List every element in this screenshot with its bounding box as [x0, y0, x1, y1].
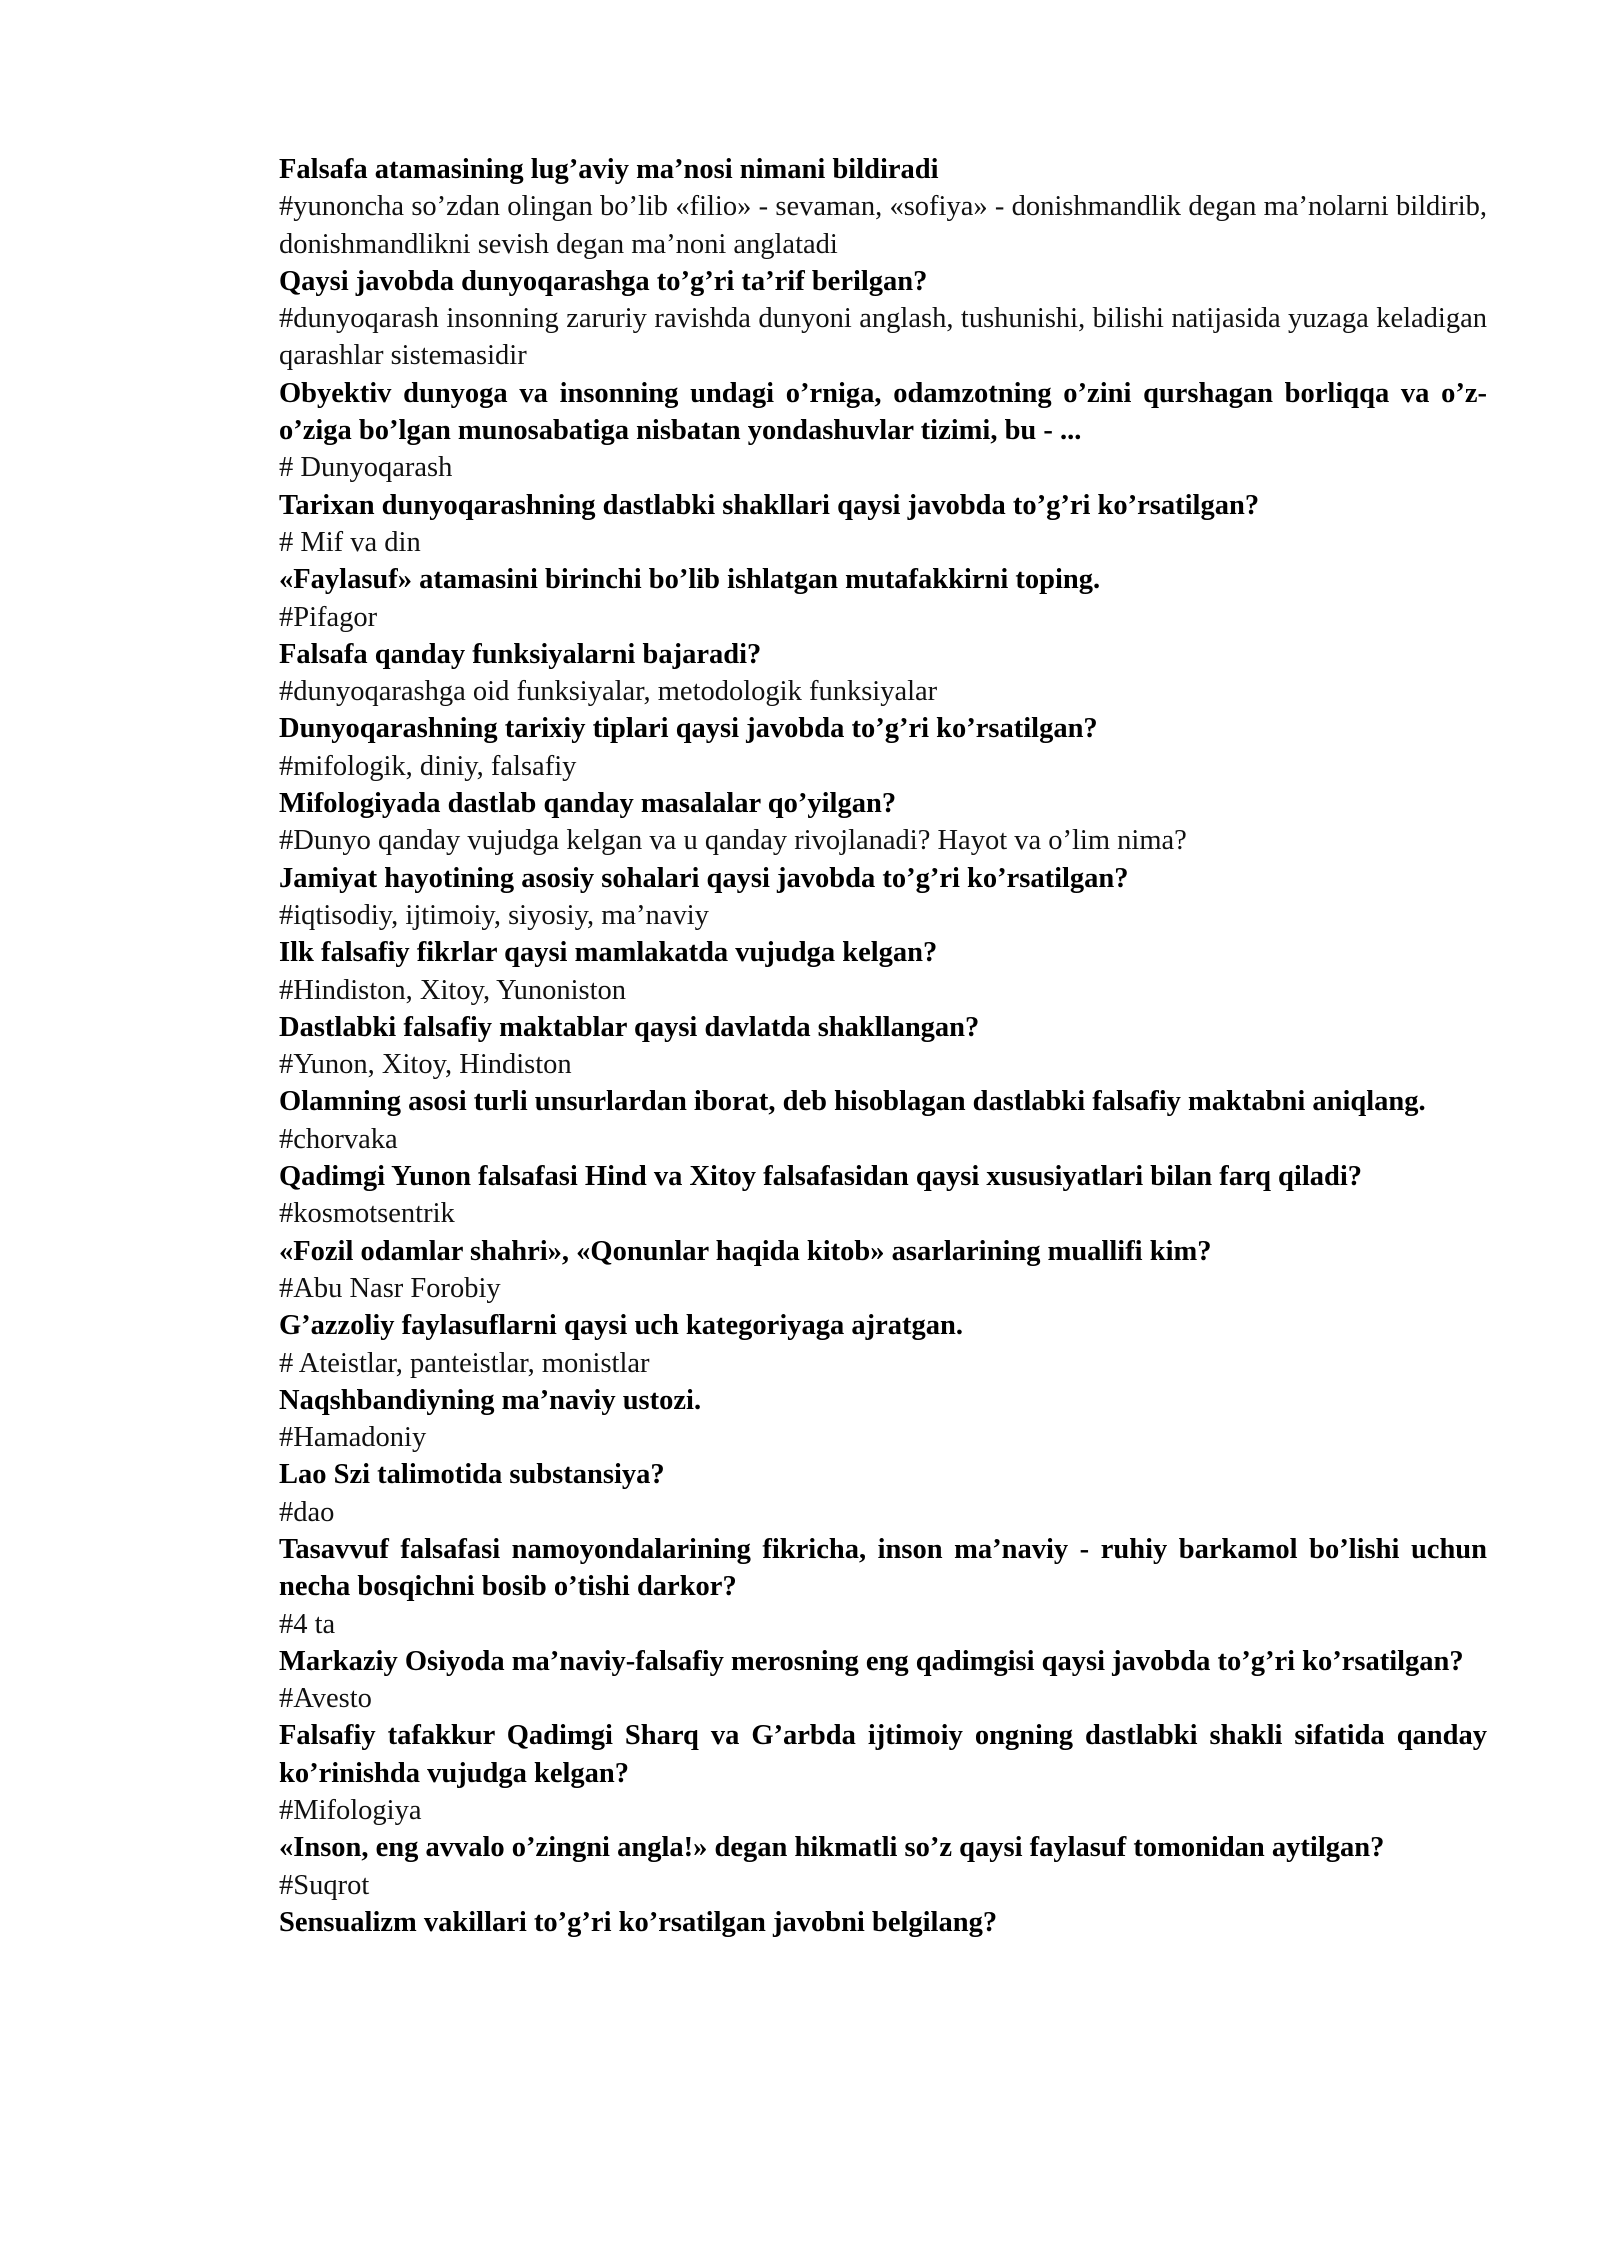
- question-text: Dastlabki falsafiy maktablar qaysi davlatda shakllangan?: [279, 1011, 980, 1043]
- document-page: [279, 151, 1487, 1941]
- question-text: Mifologiyada dastlab qanday masalalar qo’yilgan?: [279, 788, 897, 820]
- question-text: «Faylasuf» atamasini birinchi bo’lib ishlatgan mutafakkirni toping.: [279, 564, 1101, 596]
- answer-text: #Avesto: [279, 1683, 372, 1715]
- question-text: Falsafa qanday funksiyalarni bajaradi?: [279, 638, 762, 670]
- question-text: Falsafa atamasining lug’aviy ma’nosi nimani bildiradi: [279, 154, 939, 185]
- question-text: G’azzoliy faylasuflarni qaysi uch kategoriyaga ajratgan.: [279, 1310, 963, 1342]
- answer-text: # Ateistlar, panteistlar, monistlar: [279, 1347, 650, 1379]
- question-text: Ilk falsafiy fikrlar qaysi mamlakatda vujudga kelgan?: [279, 937, 938, 969]
- question-text: Jamiyat hayotining asosiy sohalari qaysi javobda to’g’ri ko’rsatilgan?: [279, 862, 1129, 894]
- answer-text: #Mifologiya: [279, 1795, 422, 1827]
- answer-text: #chorvaka: [279, 1123, 398, 1155]
- question-text: «Fozil odamlar shahri», «Qonunlar haqida kitob» asarlarining muallifi kim?: [279, 1235, 1212, 1267]
- question-text: Tarixan dunyoqarashning dastlabki shakllari qaysi javobda to’g’ri ko’rsatilgan?: [279, 489, 1260, 521]
- question-text: Qaysi javobda dunyoqarashga to’g’ri ta’rif berilgan?: [279, 265, 928, 297]
- answer-text: #dunyoqarash insonning zaruriy ravishda dunyoni anglash, tushunishi, bilishi natijasida yuzaga keladigan qarashlar sistemasidir: [279, 303, 1487, 372]
- answer-text: #dunyoqarashga oid funksiyalar, metodologik funksiyalar: [279, 676, 938, 708]
- question-text: «Inson, eng avvalo o’zingni angla!» degan hikmatli so’z qaysi faylasuf tomonidan aytilgan?: [279, 1832, 1385, 1864]
- answer-text: #yunoncha so’zdan olingan bo’lib «filio» - sevaman, «sofiya» - donishmandlik degan ma’nolarni bildirib, donishmandlikni sevish degan ma’noni anglatadi: [279, 191, 1487, 260]
- question-text: Qadimgi Yunon falsafasi Hind va Xitoy falsafasidan qaysi xususiyatlari bilan farq qiladi?: [279, 1161, 1363, 1193]
- question-text: Naqshbandiyning ma’naviy ustozi.: [279, 1384, 702, 1416]
- answer-text: # Mif va din: [279, 526, 421, 558]
- answer-text: #kosmotsentrik: [279, 1198, 455, 1230]
- answer-text: #Dunyo qanday vujudga kelgan va u qanday rivojlanadi? Hayot va o’lim nima?: [279, 825, 1187, 857]
- answer-text: #iqtisodiy, ijtimoiy, siyosiy, ma’naviy: [279, 899, 709, 931]
- answer-text: #Hamadoniy: [279, 1422, 427, 1454]
- answer-text: # Dunyoqarash: [279, 452, 453, 484]
- question-text: Falsafiy tafakkur Qadimgi Sharq va G’arbda ijtimoiy ongning dastlabki shakli sifatida qanday ko’rinishda vujudga kelgan?: [279, 1720, 1487, 1789]
- answer-text: #4 ta: [279, 1608, 336, 1640]
- question-text: Lao Szi talimotida substansiya?: [279, 1459, 665, 1491]
- answer-text: #Yunon, Xitoy, Hindiston: [279, 1049, 572, 1081]
- question-text: Dunyoqarashning tarixiy tiplari qaysi javobda to’g’ri ko’rsatilgan?: [279, 713, 1098, 745]
- question-text: Sensualizm vakillari to’g’ri ko’rsatilgan javobni belgilang?: [279, 1906, 998, 1938]
- answer-text: #Suqrot: [279, 1869, 370, 1901]
- question-text: Olamning asosi turli unsurlardan iborat, deb hisoblagan dastlabki falsafiy maktabni aniqlang.: [279, 1086, 1426, 1118]
- question-text: Tasavvuf falsafasi namoyondalarining fikricha, inson ma’naviy - ruhiy barkamol bo’lishi uchun necha bosqichni bosib o’tishi darkor?: [279, 1533, 1487, 1603]
- answer-text: #Hindiston, Xitoy, Yunoniston: [279, 974, 627, 1006]
- answer-text: #Abu Nasr Forobiy: [279, 1272, 501, 1304]
- answer-text: #mifologik, diniy, falsafiy: [279, 750, 577, 782]
- question-text: Markaziy Osiyoda ma’naviy-falsafiy merosning eng qadimgisi qaysi javobda to’g’ri ko’rsatilgan?: [279, 1645, 1464, 1677]
- question-text: Obyektiv dunyoga va insonning undagi o’rniga, odamzotning o’zini qurshagan borliqqa va o’z-o’ziga bo’lgan munosabatiga nisbatan yondashuvlar tizimi, bu - ...: [279, 377, 1487, 447]
- answer-text: #dao: [279, 1496, 335, 1528]
- answer-text: #Pifagor: [279, 601, 378, 633]
